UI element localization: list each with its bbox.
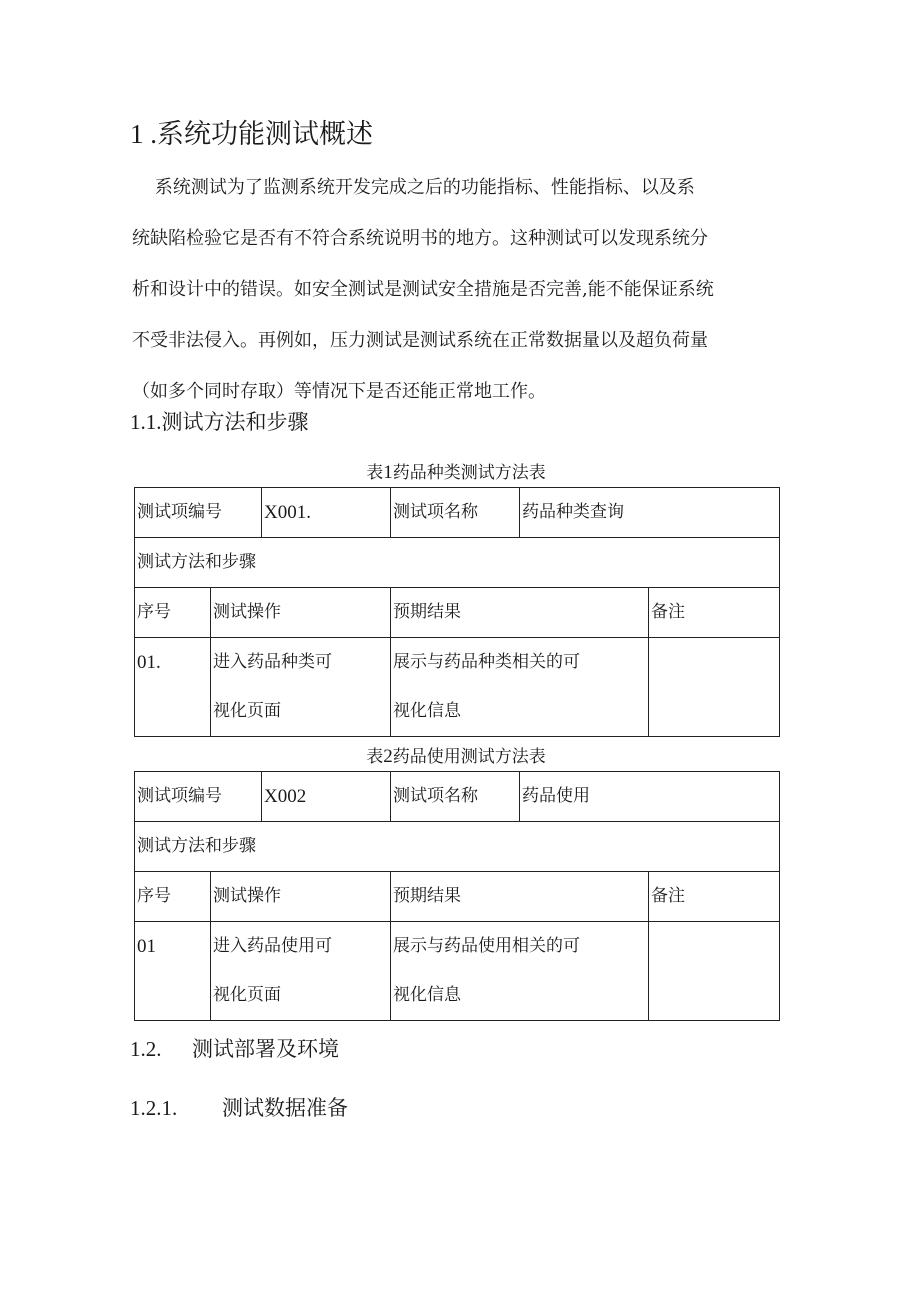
caption-number: 1 bbox=[383, 462, 393, 483]
header-seq: 序号 bbox=[135, 588, 211, 638]
table-caption bbox=[134, 746, 778, 768]
caption-number: 2 bbox=[383, 746, 393, 767]
section-number: 1.2.1. bbox=[130, 1096, 178, 1120]
op-line: 进入药品使用可 bbox=[213, 936, 332, 956]
intro-line: 系统测试为了监测系统开发完成之后的功能指标、性能指标、以及系 bbox=[132, 177, 695, 198]
expected-line: 视化信息 bbox=[393, 701, 461, 721]
caption-prefix: 表 bbox=[366, 747, 384, 767]
section-number: 1.2. bbox=[130, 1037, 162, 1061]
name-label-cell: 测试项名称 bbox=[391, 488, 520, 538]
header-note: 备注 bbox=[649, 872, 780, 922]
header-expected: 预期结果 bbox=[391, 588, 649, 638]
note-cell bbox=[649, 638, 780, 737]
name-value-cell: 药品使用 bbox=[520, 772, 780, 822]
chapter-heading bbox=[130, 112, 373, 157]
section-heading-1-1 bbox=[130, 402, 309, 442]
id-label-cell: 测试项编号 bbox=[135, 488, 262, 538]
intro-line: 不受非法侵入。再例如，压力测试是测试系统在正常数据量以及超负荷量 bbox=[132, 330, 708, 351]
chapter-number: 1 . bbox=[130, 119, 157, 149]
expected-cell bbox=[391, 922, 649, 1021]
table-row bbox=[135, 538, 780, 588]
caption-title: 药品种类测试方法表 bbox=[392, 463, 546, 483]
expected-cell bbox=[391, 638, 649, 737]
op-line: 视化页面 bbox=[213, 701, 281, 721]
intro-line: （如多个同时存取）等情况下是否还能正常地工作。 bbox=[132, 381, 546, 402]
caption-title: 药品使用测试方法表 bbox=[392, 747, 546, 767]
chapter-title: 系统功能测试概述 bbox=[157, 119, 373, 150]
id-value-cell: X001. bbox=[262, 488, 391, 538]
section-heading-1-2-1 bbox=[130, 1088, 348, 1128]
seq-cell: 01 bbox=[135, 922, 211, 1021]
name-value-cell: 药品种类查询 bbox=[520, 488, 780, 538]
header-note: 备注 bbox=[649, 588, 780, 638]
op-cell bbox=[211, 638, 391, 737]
test-method-table bbox=[134, 487, 780, 737]
section-title: 测试部署及环境 bbox=[192, 1037, 339, 1061]
table-header-row bbox=[135, 588, 780, 638]
intro-line: 析和设计中的错误。如安全测试是测试安全措施是否完善,能不能保证系统 bbox=[132, 279, 714, 300]
table-caption bbox=[134, 462, 778, 484]
section-heading-1-2 bbox=[130, 1029, 339, 1069]
op-line: 视化页面 bbox=[213, 985, 281, 1005]
section-title: 测试方法和步骤 bbox=[161, 410, 309, 434]
id-value-cell: X002 bbox=[262, 772, 391, 822]
name-label-cell: 测试项名称 bbox=[391, 772, 520, 822]
table-header-row bbox=[135, 872, 780, 922]
caption-prefix: 表 bbox=[366, 463, 384, 483]
expected-line: 展示与药品种类相关的可 bbox=[393, 652, 580, 672]
intro-line: 统缺陷检验它是否有不符合系统说明书的地方。这种测试可以发现系统分 bbox=[132, 228, 708, 249]
seq-cell: 01. bbox=[135, 638, 211, 737]
note-cell bbox=[649, 922, 780, 1021]
method-label-cell: 测试方法和步骤 bbox=[135, 822, 780, 872]
section-number: 1.1. bbox=[130, 410, 162, 434]
id-label-cell: 测试项编号 bbox=[135, 772, 262, 822]
table-row bbox=[135, 638, 780, 737]
op-cell bbox=[211, 922, 391, 1021]
method-label-cell: 测试方法和步骤 bbox=[135, 538, 780, 588]
section-title: 测试数据准备 bbox=[222, 1096, 348, 1120]
expected-line: 展示与药品使用相关的可 bbox=[393, 936, 580, 956]
header-seq: 序号 bbox=[135, 872, 211, 922]
header-op: 测试操作 bbox=[211, 872, 391, 922]
table-row bbox=[135, 822, 780, 872]
table-row bbox=[135, 772, 780, 822]
header-op: 测试操作 bbox=[211, 588, 391, 638]
expected-line: 视化信息 bbox=[393, 985, 461, 1005]
op-line: 进入药品种类可 bbox=[213, 652, 332, 672]
intro-paragraph bbox=[132, 162, 792, 417]
table-row bbox=[135, 488, 780, 538]
table-row bbox=[135, 922, 780, 1021]
header-expected: 预期结果 bbox=[391, 872, 649, 922]
test-method-table bbox=[134, 771, 780, 1021]
